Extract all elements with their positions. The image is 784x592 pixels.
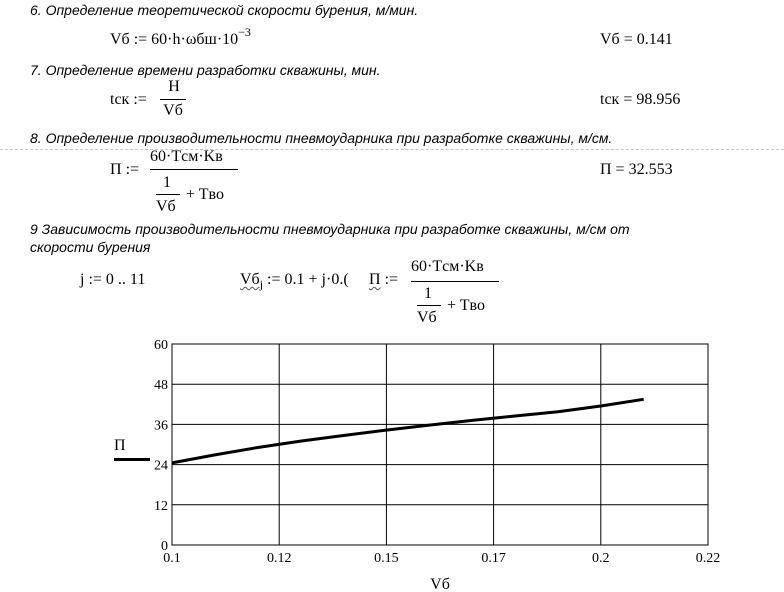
assign-op: :=	[384, 271, 399, 288]
y-tick-label: 60	[154, 338, 168, 353]
section-9-title-line1: 9 Зависимость производительности пневмоударника при разработке скважины, м/см от	[30, 221, 630, 237]
vb-array-subscript: j	[259, 277, 264, 291]
p-array-plus-tvo: + Tво	[447, 297, 485, 314]
vb-exponent: −3	[238, 25, 251, 39]
x-tick-label: 0.22	[695, 551, 721, 566]
p-array-inner-denominator: Vб	[417, 309, 437, 326]
vb-lhs: Vб	[110, 31, 130, 48]
y-tick-label: 36	[154, 418, 168, 434]
vb-array-lhs: Vб	[240, 271, 260, 288]
chart-plot-area	[172, 344, 708, 545]
y-axis-label-trace	[114, 458, 150, 461]
p-numerator: 60·Tсм·Kв	[150, 148, 223, 165]
series-line-p	[172, 399, 644, 463]
x-tick-label: 0.15	[374, 551, 399, 566]
x-tick-label: 0.2	[592, 551, 610, 566]
x-tick-label: 0.1	[163, 551, 181, 566]
x-tick-label: 0.12	[266, 551, 292, 566]
p-array-numerator: 60·Tсм·Kв	[411, 258, 484, 275]
section-7-title: 7. Определение времени разработки скважины, мин.	[30, 62, 381, 78]
section-6-title: 6. Определение теоретической скорости бурения, м/мин.	[30, 2, 419, 18]
y-tick-labels	[154, 338, 168, 554]
assign-op: :=	[125, 161, 140, 178]
section-7-result[interactable]: tск = 98.956	[600, 91, 681, 108]
p-array-inner-numerator: 1	[424, 285, 432, 302]
x-tick-label: 0.17	[481, 551, 506, 566]
section-9-title-line2: скорости бурения	[30, 239, 151, 255]
y-tick-label: 0	[161, 539, 168, 554]
section-8-title: 8. Определение производительности пневмоударника при разработке скважины, м/см.	[30, 130, 613, 146]
tsk-numerator: H	[168, 78, 180, 95]
p-lhs: П	[110, 161, 122, 178]
y-tick-label: 12	[154, 498, 168, 514]
assign-op: :=	[133, 31, 148, 48]
y-axis-label: П	[114, 437, 126, 454]
y-tick-label: 24	[154, 458, 168, 474]
vb-expr: 60·h·ωбш·10	[151, 31, 239, 48]
range-definition[interactable]: j := 0 .. 11	[80, 271, 146, 288]
assign-op: :=	[133, 91, 147, 108]
p-inner-denominator: Vб	[156, 198, 176, 215]
p-plus-tvo: + Tво	[186, 186, 224, 203]
x-tick-labels	[163, 551, 720, 566]
p-inner-numerator: 1	[163, 174, 171, 191]
chart-grid	[172, 344, 708, 545]
tsk-lhs: tск	[110, 91, 130, 108]
vb-array-rhs: := 0.1 + j·0.(	[267, 271, 349, 288]
x-axis-label: Vб	[430, 576, 450, 592]
section-8-result[interactable]: П = 32.553	[600, 161, 673, 178]
tsk-denominator: Vб	[163, 102, 183, 119]
p-array-lhs: П	[369, 271, 381, 288]
y-tick-label: 48	[154, 378, 168, 394]
section-6-result[interactable]: Vб = 0.141	[600, 31, 673, 48]
